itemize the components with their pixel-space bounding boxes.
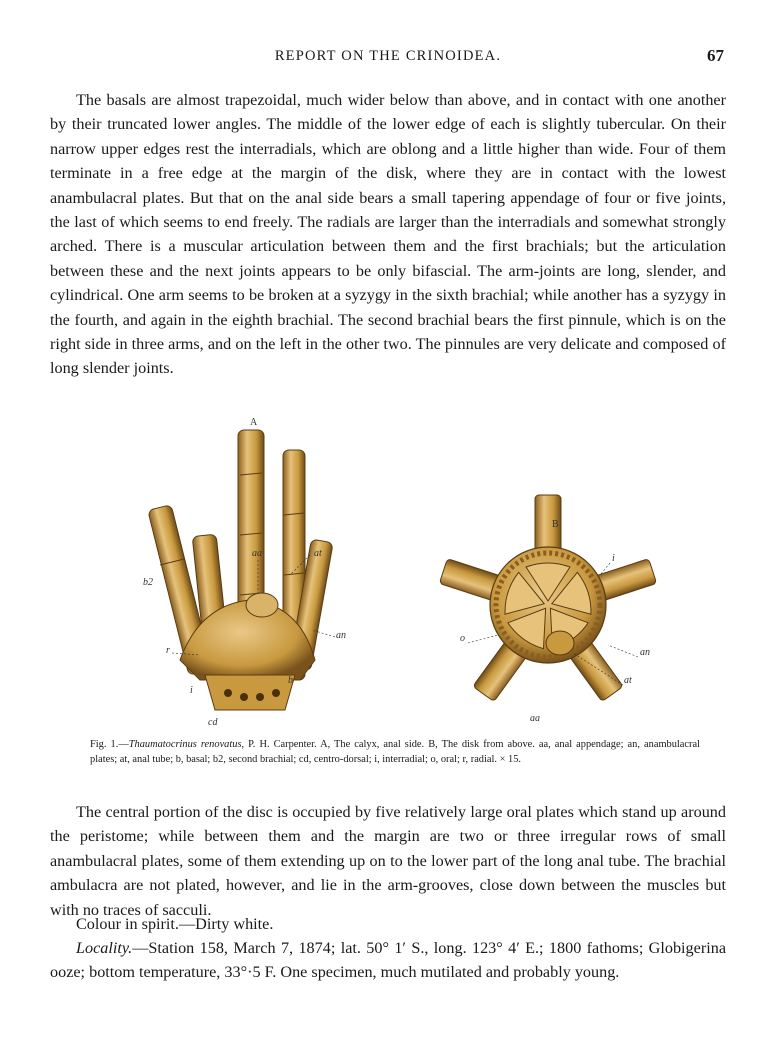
figure-label-b: B xyxy=(552,519,559,530)
paragraph-colour: Colour in spirit.—Dirty white. xyxy=(76,915,274,933)
label-a-b2: b2 xyxy=(143,577,153,588)
figure-1 xyxy=(0,405,776,735)
label-a-r: r xyxy=(166,645,170,656)
label-a-an: an xyxy=(336,630,346,641)
caption-species: Thaumatocrinus renovatus xyxy=(128,739,242,750)
label-b-an: an xyxy=(640,647,650,658)
running-title: REPORT ON THE CRINOIDEA. xyxy=(274,48,502,64)
label-b-at: at xyxy=(624,675,632,686)
figure-caption: Fig. 1.—Thaumatocrinus renovatus, P. H. Carpenter. A, The calyx, anal side. B, The disk from above. aa, anal appendage; an, anambulacral plates; at, anal tube; b, basal; b2, second brachial; cd, centro-dorsal; i, interradial; o, oral; r, radial. × 15. xyxy=(90,739,700,765)
page-number: 67 xyxy=(707,46,724,65)
locality-lead: Locality. xyxy=(76,939,133,957)
label-a-cd: cd xyxy=(208,717,218,728)
caption-fig-number: Fig. 1. xyxy=(90,739,119,750)
running-header xyxy=(50,46,726,68)
label-b-aa: aa xyxy=(530,713,540,724)
figure-label-a: A xyxy=(250,417,258,428)
paragraph-disc: The central portion of the disc is occupied by five relatively large oral plates which stand up around the peristome; while between them and the margin are two or three irregular rows of small anambulacral plates, some of them extending up on to the lower part of the long anal tube. The brachial ambulacra are not plated, however, and lie in the arm-grooves, close down between the muscles but with no traces of sacculi. xyxy=(50,803,726,919)
label-a-i: i xyxy=(190,685,193,696)
locality-text: —Station 158, March 7, 1874; lat. 50° 1′ S., long. 123° 4′ E.; 1800 fathoms; Globigerina ooze; bottom temperature, 33°·5 F. One specimen, much mutilated and probably young. xyxy=(50,939,726,982)
label-a-aa: aa xyxy=(252,548,262,559)
label-b-o: o xyxy=(460,633,465,644)
label-b-i: i xyxy=(612,553,615,564)
figure-b-disk xyxy=(439,495,656,702)
paragraph-locality xyxy=(50,936,726,985)
label-a-at: at xyxy=(314,548,322,559)
caption-text: , P. H. Carpenter. A, The calyx, anal side. B, The disk from above. aa, anal appendage; an, anambulacral plates; at, anal tube; b, basal; b2, second brachial; cd, centro-dorsal; i, interradial; o, oral; r, radial. × 15. xyxy=(90,739,700,765)
crinoid-illustration xyxy=(0,405,776,735)
paragraph-basals: The basals are almost trapezoidal, much wider below than above, and in contact with one another by their truncated lower angles. The middle of the lower edge of each is slightly tubercular. On their narrow upper edges rest the interradials, which are oblong and a little higher than wide. Four of them terminate in a free edge at the margin of the disk, where they are in contact with the lowest anambulacral plates. But that on the anal side bears a small tapering appendage of four or five joints, the last of which seems to end freely. The radials are larger than the interradials and somewhat strongly arched. There is a muscular articulation between them and the first brachials; but the articulation between these and the next joints appears to be only bifascial. The arm-joints are long, slender, and cylindrical. One arm seems to be broken at a syzygy in the sixth brachial; while another has a syzygy in the fourth, and again in the eighth brachial. The second brachial bears the first pinnule, which is on the right side in three arms, and on the left in the other two. The pinnules are very delicate and composed of long slender joints. xyxy=(50,91,726,378)
label-a-b: b xyxy=(288,675,293,686)
figure-a-calyx xyxy=(148,430,335,710)
